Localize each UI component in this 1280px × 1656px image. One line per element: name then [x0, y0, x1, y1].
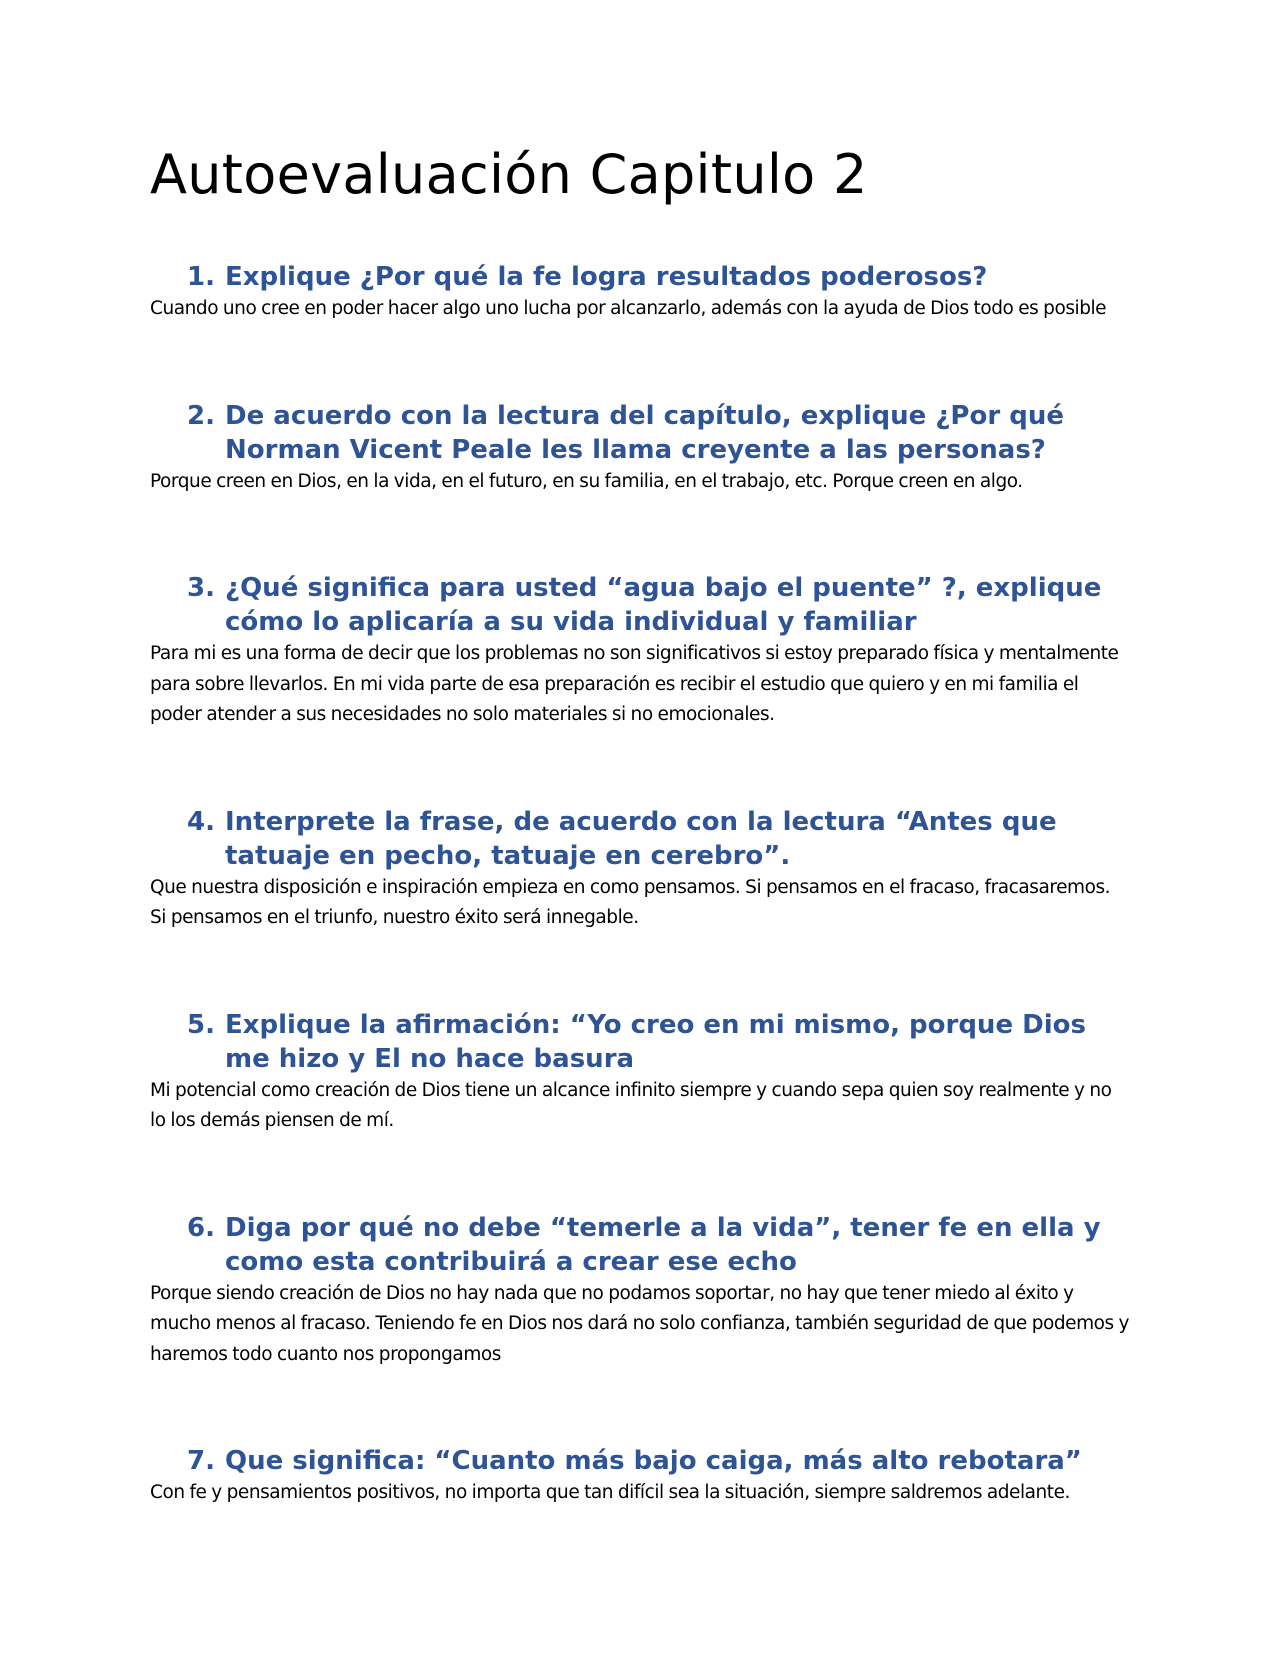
question-heading [150, 1008, 1130, 1076]
document-page [150, 143, 1130, 1509]
question-text: ¿Qué significa para usted “agua bajo el puente” ?, explique cómo lo aplicaría a su vida individual y familiar [225, 573, 1102, 637]
qa-item-5 [150, 1008, 1130, 1137]
answer-text: Que nuestra disposición e inspiración empieza en como pensamos. Si pensamos en el fracaso, fracasaremos. Si pensamos en el triunfo, nuestro éxito será innegable. [150, 876, 1111, 928]
question-heading [150, 805, 1130, 873]
question-heading [150, 1444, 1130, 1478]
qa-item-2 [150, 399, 1130, 498]
question-text: De acuerdo con la lectura del capítulo, explique ¿Por qué Norman Vicent Peale les llama creyente a las personas? [225, 400, 1064, 465]
spacer [150, 497, 1130, 571]
question-heading [150, 260, 1130, 294]
question-number: 2. [187, 400, 215, 431]
question-heading [150, 399, 1130, 467]
spacer [150, 1370, 1130, 1444]
spacer [150, 934, 1130, 1008]
qa-item-6 [150, 1211, 1130, 1371]
spacer [150, 731, 1130, 805]
answer-text: Porque siendo creación de Dios no hay nada que no podamos soportar, no hay que tener miedo al éxito y mucho menos al fracaso. Teniendo fe en Dios nos dará no solo confianza, también seguridad de que podemos y haremos todo cuanto nos propongamos [150, 1282, 1130, 1365]
answer-text: Porque creen en Dios, en la vida, en el futuro, en su familia, en el trabajo, etc. Porque creen en algo. [150, 470, 1023, 492]
question-number: 4. [187, 806, 215, 837]
spacer [150, 325, 1130, 399]
question-text: Explique ¿Por qué la fe logra resultados poderosos? [225, 262, 988, 292]
question-heading [150, 571, 1130, 639]
answer-text: Con fe y pensamientos positivos, no importa que tan difícil sea la situación, siempre saldremos adelante. [150, 1482, 1070, 1503]
answer-text: Mi potencial como creación de Dios tiene un alcance infinito siempre y cuando sepa quien soy realmente y no lo los demás piensen de mí. [150, 1079, 1112, 1131]
question-heading [150, 1211, 1130, 1279]
question-number: 7. [187, 1446, 215, 1476]
question-text: Diga por qué no debe “temerle a la vida”, tener fe en ella y como esta contribuirá a crear ese echo [225, 1212, 1101, 1277]
answer-text: Cuando uno cree en poder hacer algo uno lucha por alcanzarlo, además con la ayuda de Dios todo es posible [150, 298, 1107, 319]
qa-item-3 [150, 571, 1130, 731]
qa-item-7 [150, 1444, 1130, 1509]
question-text: Que significa: “Cuanto más bajo caiga, más alto rebotara” [225, 1446, 1082, 1476]
question-text: Explique la afirmación: “Yo creo en mi mismo, porque Dios me hizo y El no hace basura [225, 1009, 1086, 1074]
question-number: 6. [187, 1212, 215, 1243]
document-title: Autoevaluación Capitulo 2 [150, 143, 868, 206]
qa-item-1 [150, 260, 1130, 325]
spacer [150, 1137, 1130, 1211]
question-text: Interprete la frase, de acuerdo con la lectura “Antes que tatuaje en pecho, tatuaje en cerebro”. [225, 806, 1057, 871]
qa-item-4 [150, 805, 1130, 934]
answer-text: Para mi es una forma de decir que los problemas no son significativos si estoy preparado física y mentalmente para sobre llevarlos. En mi vida parte de esa preparación es recibir el estudio que quiero y en mi familia el poder atender a sus necesidades no solo materiales si no emocionales. [150, 643, 1119, 725]
question-number: 3. [187, 573, 215, 603]
question-number: 1. [187, 262, 215, 292]
question-number: 5. [187, 1009, 215, 1040]
